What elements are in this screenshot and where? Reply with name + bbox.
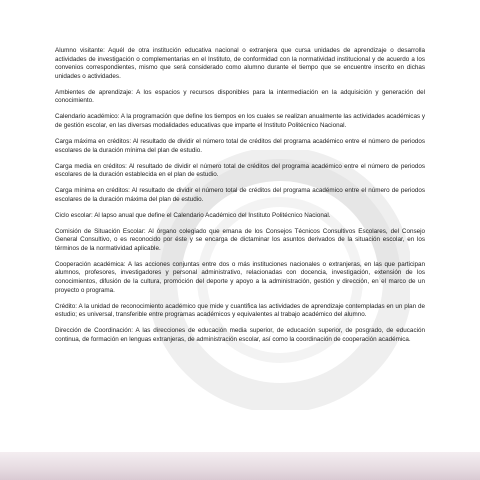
definition-alumno-visitante: Alumno visitante: Aquél de otra institución educativa nacional o extranjera que cursa unidades de aprendizaje o desarrolla actividades de investigación o complementarias en el Instituto, de conformidad con la normatividad institucional y de acuerdo a los convenios correspondientes, mismo que será considerado como alumno durante el tiempo que se encuentre inscrito en dichas unidades o actividades. xyxy=(55,47,425,80)
footer-band xyxy=(0,452,480,480)
definition-credito: Crédito: A la unidad de reconocimiento académico que mide y cuantifica las actividades de aprendizaje contempladas en un plan de estudio; es universal, transferible entre programas académicos y equivalentes al trabajo académico del alumno. xyxy=(55,302,425,319)
definition-comision-situacion-escolar: Comisión de Situación Escolar: Al órgano colegiado que emana de los Consejos Técnicos Consultivos Escolares, del Consejo General Consultivo, o es reconocido por éste y se encarga de dictaminar los asuntos derivados de la situación escolar, en los términos de la normatividad aplicable. xyxy=(55,227,425,252)
definition-carga-media: Carga media en créditos: Al resultado de dividir el número total de créditos del programa académico entre el número de periodos escolares de la duración establecida en el plan de estudio. xyxy=(55,162,425,179)
definition-cooperacion-academica: Cooperación académica: A las acciones conjuntas entre dos o más instituciones nacionales o extranjeras, en las que participan alumnos, profesores, investigadores y personal administrativo, relacionadas con docencia, investigación, extensión de los conocimientos, difusión de la cultura, promoción del deporte y apoyo a la administración, gestión y dirección, en el marco de un proyecto o programa. xyxy=(55,260,425,294)
document-body xyxy=(55,47,425,352)
definition-ambientes-aprendizaje: Ambientes de aprendizaje: A los espacios y recursos disponibles para la intermediación en la adquisición y generación del conocimiento. xyxy=(55,88,425,105)
definition-carga-minima: Carga mínima en créditos: Al resultado de dividir el número total de créditos del programa académico entre el número de periodos escolares de la duración máxima del plan de estudio. xyxy=(55,187,425,203)
definition-calendario-academico: Calendario académico: A la programación que define los tiempos en los cuales se realizan anualmente las actividades académicas y de gestión escolar, en las diversas modalidades educativas que imparte el Instituto Politécnico Nacional. xyxy=(55,113,425,129)
definition-carga-maxima: Carga máxima en créditos: Al resultado de dividir el número total de créditos del programa académico entre el número de periodos escolares de la duración mínima del plan de estudio. xyxy=(55,137,425,154)
definition-ciclo-escolar: Ciclo escolar: Al lapso anual que define el Calendario Académico del Instituto Politécnico Nacional. xyxy=(55,211,331,219)
definition-direccion-coordinacion: Dirección de Coordinación: A las direcciones de educación media superior, de educación superior, de posgrado, de educación continua, de formación en lenguas extranjeras, de administración escolar, así como la coordinación de cooperación académica. xyxy=(55,327,425,343)
